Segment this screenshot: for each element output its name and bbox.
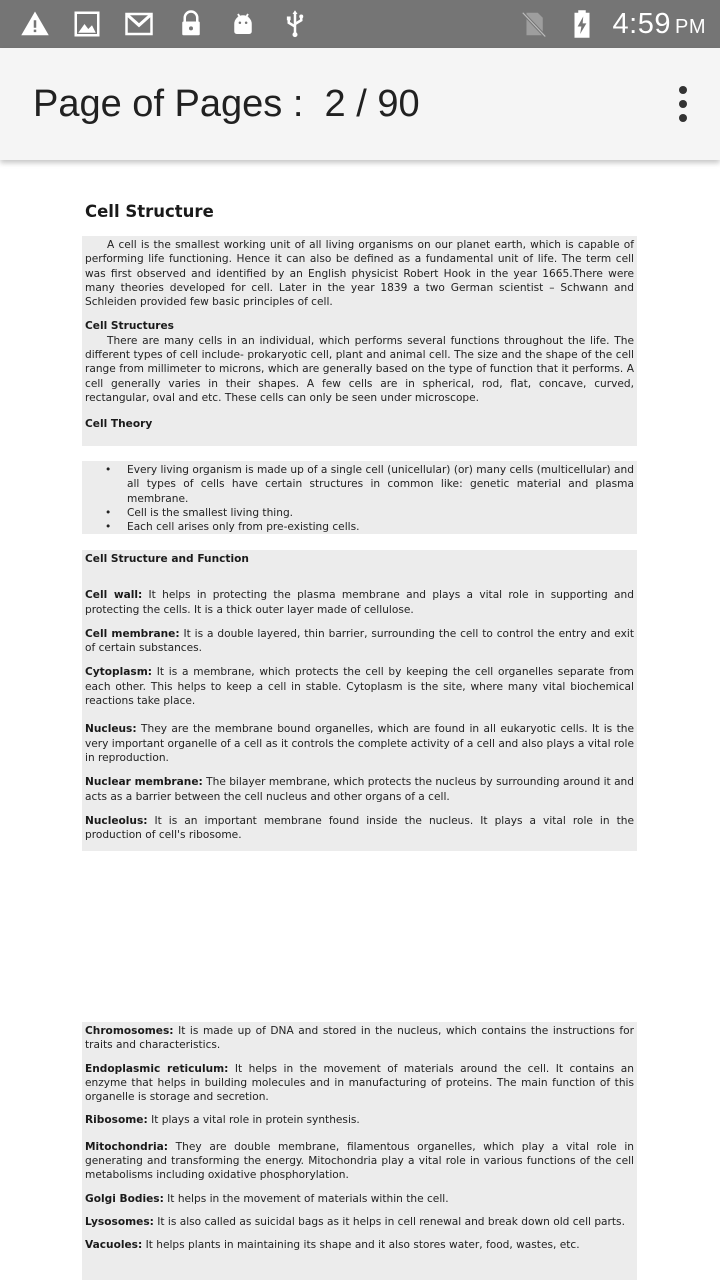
lock-icon [174, 7, 208, 41]
app-bar [0, 48, 720, 160]
warning-icon [18, 7, 52, 41]
organelle-cell-wall: Cell wall: It helps in protecting the plasma membrane and plays a vital role in supporting and protecting the cells. It is a thick outer layer made of cellulose. [85, 589, 634, 616]
cell-structures-paragraph: There are many cells in an individual, which performs several functions throughout the life. The different types of cell include- prokaryotic cell, plant and animal cell. The size and the shape of the cell range from millimeter to microns, which are generally based on the type of function that it performs. A cell generally varies in their shapes. A few cells are in spherical, rod, flat, concave, curved, rectangular, oval and etc. These cells can only be seen under microscope. [85, 334, 634, 404]
organelle-cell-membrane: Cell membrane: It is a double layered, thin barrier, surrounding the cell to control the entry and exit of certain substances. [85, 627, 634, 655]
organelle-ribosome: Ribosome: It plays a vital role in protein synthesis. [85, 1114, 360, 1127]
android-icon [226, 7, 260, 41]
function-block-continued [82, 1022, 637, 1280]
organelle-golgi-bodies: Golgi Bodies: It helps in the movement of materials within the cell. [85, 1192, 449, 1205]
organelle-nuclear-membrane: Nuclear membrane: The bilayer membrane, which protects the nucleus by surrounding around it and acts as a barrier between the cell nucleus and other organs of a cell. [85, 776, 634, 803]
organelle-chromosomes: Chromosomes: It is made up of DNA and stored in the nucleus, which contains the instructions for traits and characteristics. [85, 1025, 634, 1052]
cell-theory-list [105, 463, 634, 534]
organelle-vacuoles: Vacuoles: It helps plants in maintaining its shape and it also stores water, food, wastes, etc. [85, 1239, 580, 1252]
more-vert-icon[interactable] [674, 86, 692, 122]
cell-structures-heading: Cell Structures [85, 320, 174, 333]
intro-paragraph: A cell is the smallest working unit of all living organisms on our planet earth, which is capable of performing life functioning. Hence it can also be defined as a fundamental unit of life. The term cell was first observed and identified by an English physicist Robert Hook in the year 1665.There were many theories developed for cell. Later in the year 1839 a two German scientist – Schwann and Schleiden provided few basic principles of cell. [85, 239, 634, 309]
cell-theory-heading: Cell Theory [85, 418, 153, 431]
organelle-nucleolus: Nucleolus: It is an important membrane found inside the nucleus. It plays a vital role in the production of cell's ribosome. [85, 814, 634, 842]
organelle-mitochondria: Mitochondria: They are double membrane, filamentous organelles, which play a vital role in generating and transforming the energy. Mitochondria play a vital role in various functions of the cell metabolisms including oxidative phosphorylation. [85, 1140, 634, 1182]
organelle-lysosomes: Lysosomes: It is also called as suicidal bags as it helps in cell renewal and break down old cell parts. [85, 1215, 625, 1228]
image-icon [70, 7, 104, 41]
function-block [82, 550, 637, 851]
document-page[interactable] [0, 160, 720, 1280]
organelle-cytoplasm: Cytoplasm: It is a membrane, which protects the cell by keeping the cell organelles separate from each other. This helps to keep a cell in stable. Cytoplasm is the site, where many vital biochemical reactions take place. [85, 666, 634, 708]
clock: 4:59 PM [612, 7, 706, 40]
list-item: • Every living organism is made up of a single cell (unicellular) (or) many cells (multicellular) and all types of cells have certain structures in common like: genetic material and plasma membrane. [105, 463, 634, 506]
page-indicator: 2 / 90 [324, 82, 420, 125]
organelle-nucleus: Nucleus: They are the membrane bound organelles, which are found in all eukaryotic cells. It is the very important organelle of a cell as it controls the complete activity of a cell and also plays a vital role in reproduction. [85, 723, 634, 764]
function-heading: Cell Structure and Function [85, 553, 249, 565]
intro-block [82, 236, 637, 446]
usb-icon [278, 7, 312, 41]
no-sim-icon [517, 7, 551, 41]
battery-charging-icon [565, 7, 599, 41]
page-title [33, 83, 420, 126]
status-bar [0, 0, 720, 48]
cell-theory-block [82, 461, 637, 534]
list-item: • Cell is the smallest living thing. [105, 506, 634, 520]
list-item: • Each cell arises only from pre-existing cells. [105, 520, 634, 534]
gmail-icon [122, 7, 156, 41]
organelle-endoplasmic-reticulum: Endoplasmic reticulum: It helps in the movement of materials around the cell. It contains an enzyme that helps in building molecules and in manufacturing of proteins. The main function of this organelle is storage and secretion. [85, 1062, 634, 1104]
document-title: Cell Structure [85, 202, 214, 221]
page-title-label: Page of Pages : [33, 82, 304, 125]
